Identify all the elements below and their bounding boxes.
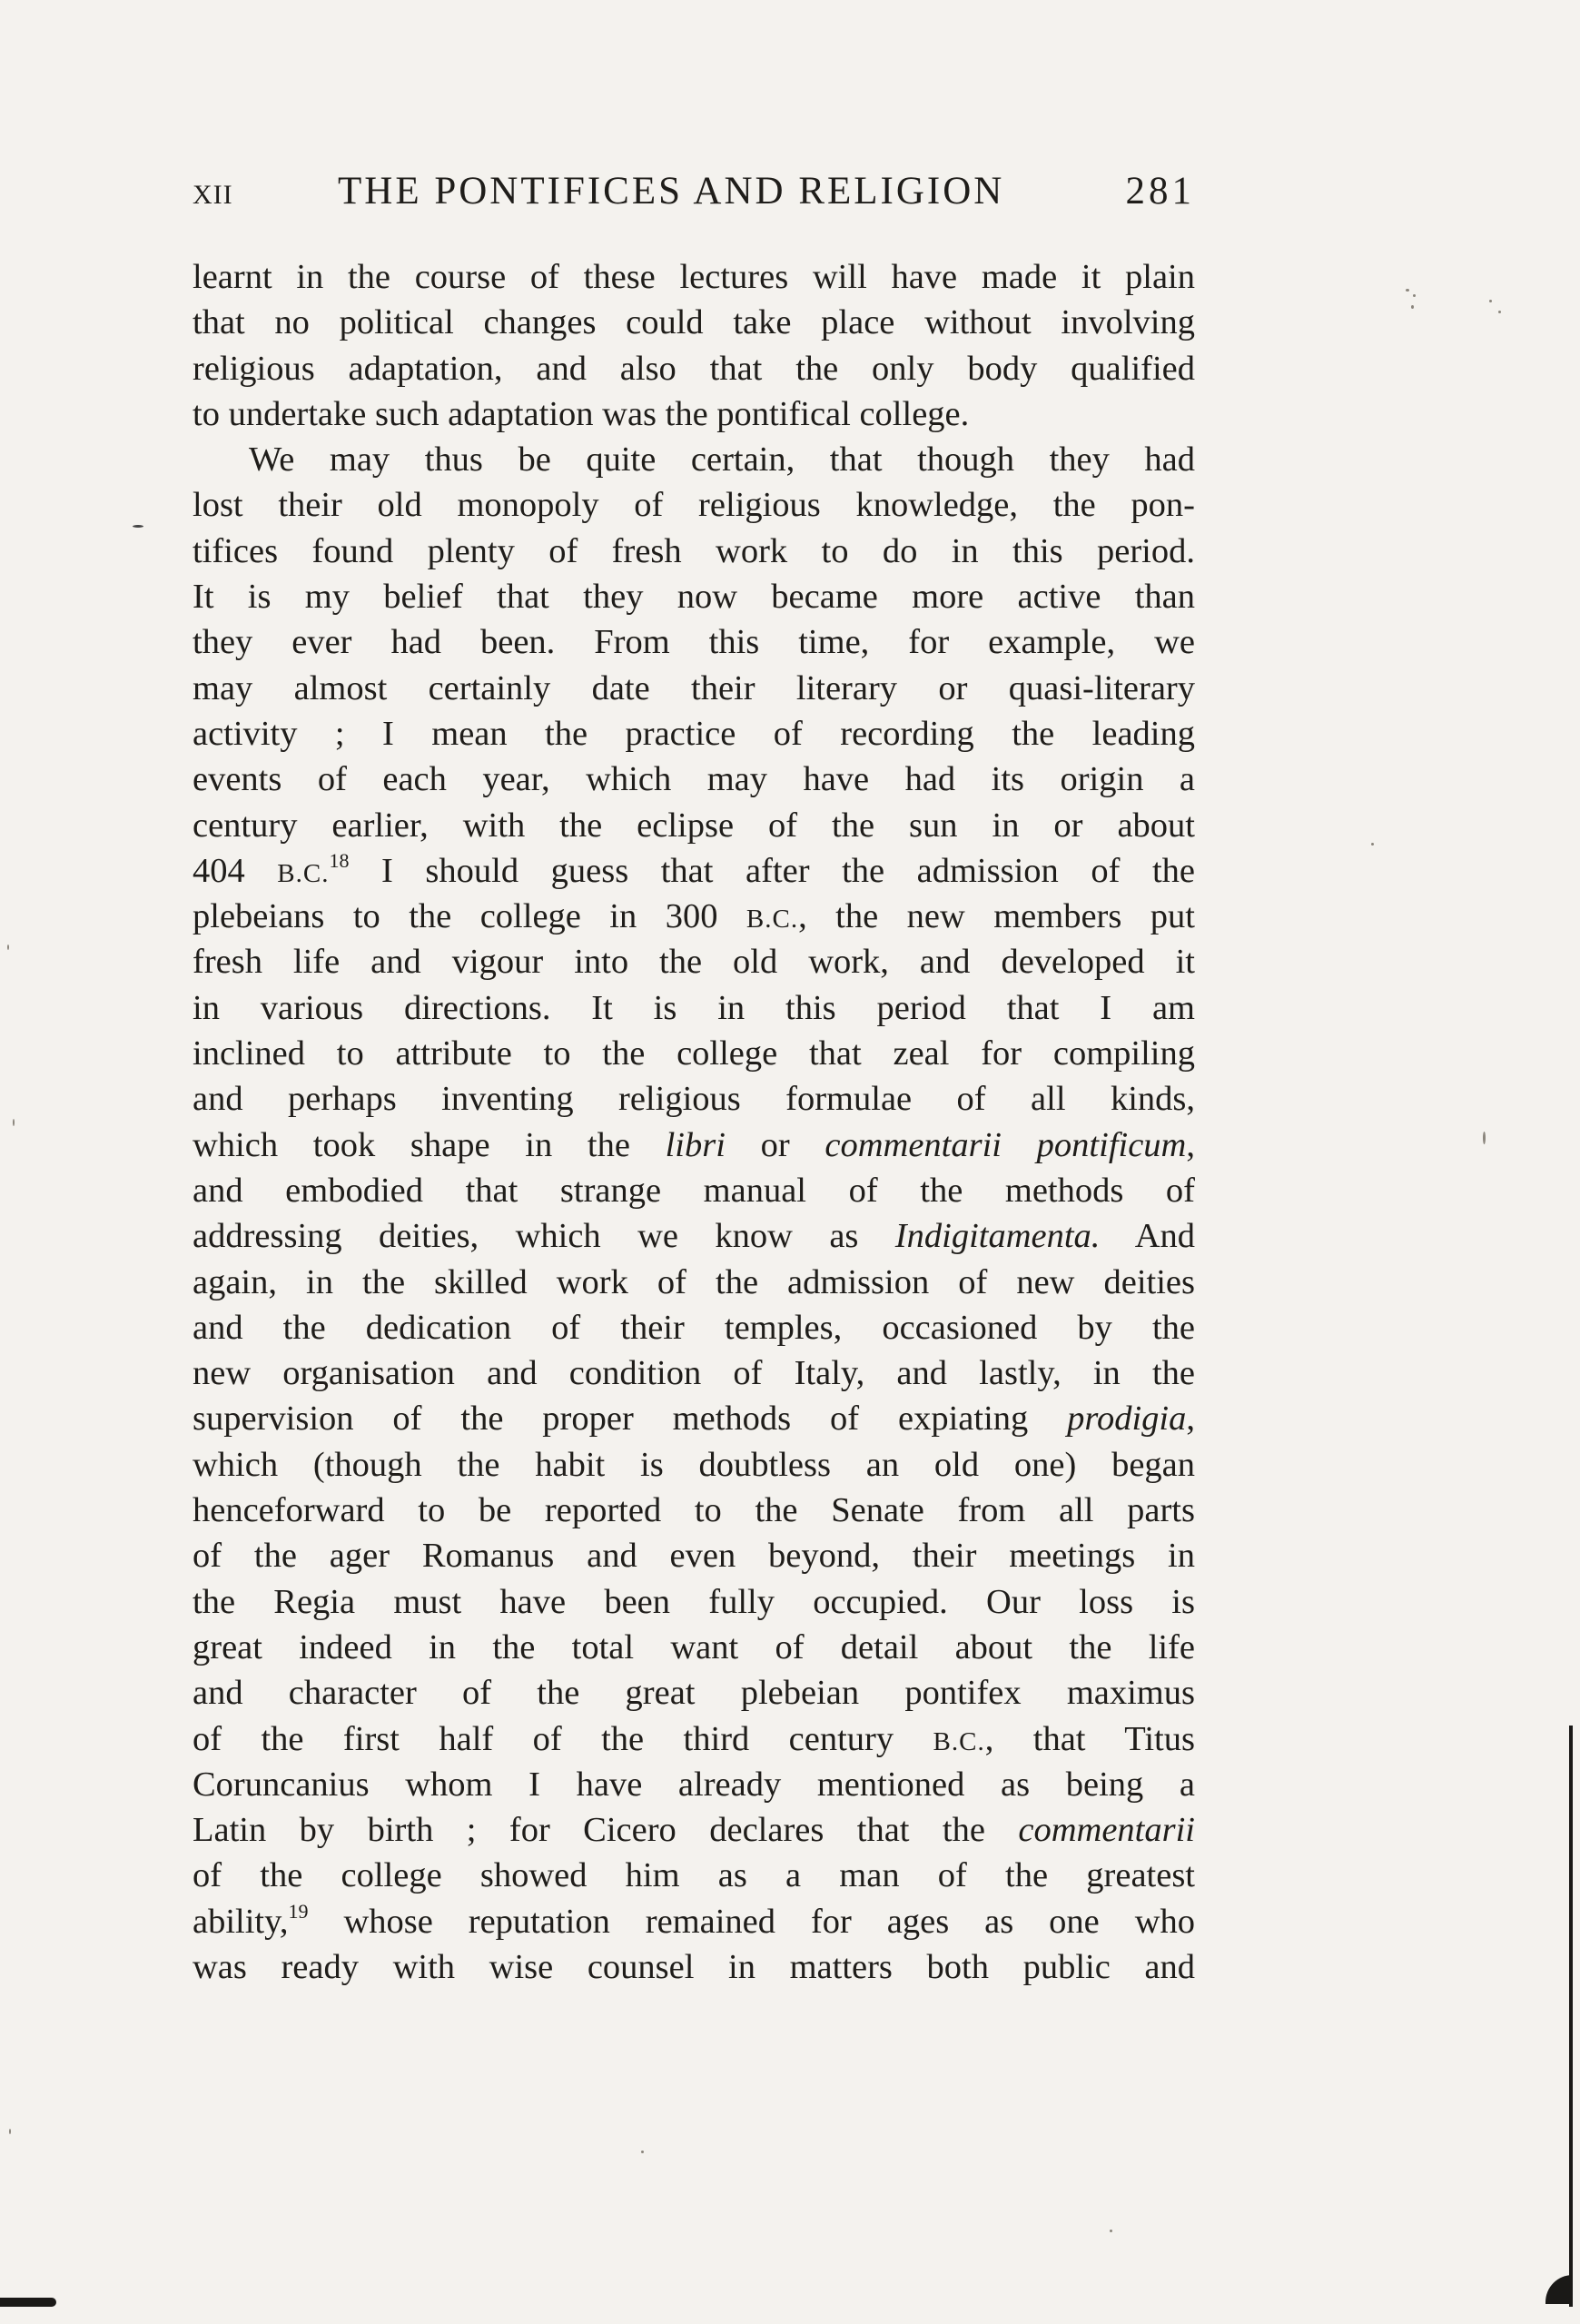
text-line: We may thus be quite certain, that though they had	[249, 440, 1195, 480]
body-text	[193, 254, 1195, 1990]
text-line: henceforward to be reported to the Senate from all parts	[193, 1491, 1195, 1530]
scan-speck	[133, 525, 143, 528]
page-number: 281	[1125, 170, 1195, 213]
small-caps-era: B.C.	[277, 858, 330, 888]
text-line: inclined to attribute to the college that zeal for compiling	[193, 1034, 1195, 1073]
page-edge-shadow	[0, 2298, 56, 2307]
scan-speck	[1489, 300, 1492, 302]
small-caps-era: B.C.	[933, 1726, 985, 1756]
text-line: and perhaps inventing religious formulae of all kinds,	[193, 1080, 1195, 1119]
text-line: in various directions. It is in this period that I am	[193, 988, 1195, 1027]
text-line: lost their old monopoly of religious knowledge, the pon-	[193, 486, 1195, 525]
text-line: activity ; I mean the practice of recording the leading	[193, 714, 1195, 753]
scan-speck	[1483, 1132, 1486, 1144]
scan-speck	[1413, 294, 1416, 297]
footnote-ref: 18	[329, 848, 350, 872]
text-line: and the dedication of their temples, occasioned by the	[193, 1308, 1195, 1347]
text-line: was ready with wise counsel in matters both public and	[193, 1947, 1195, 1986]
text-line: new organisation and condition of Italy, and lastly, in the	[193, 1354, 1195, 1393]
text-line: and character of the great plebeian pontifex maximus	[193, 1674, 1195, 1713]
running-head	[193, 169, 1195, 223]
text-line: of the first half of the third century B.C., that Titus	[193, 1719, 1195, 1758]
scan-speck	[1406, 289, 1409, 292]
text-line: they ever had been. From this time, for example, we	[193, 623, 1195, 662]
scan-speck	[9, 2129, 11, 2134]
running-title: THE PONTIFICES AND RELIGION	[338, 170, 1005, 213]
scan-speck	[13, 1119, 15, 1126]
text-line: which (though the habit is doubtless an old one) began	[193, 1445, 1195, 1484]
text-line: which took shape in the libri or commentarii pontificum,	[193, 1125, 1195, 1164]
italic-term: Indigitamenta.	[894, 1217, 1101, 1256]
page-edge-shadow	[1545, 2275, 1573, 2304]
text-line: religious adaptation, and also that the only body qualified	[193, 349, 1195, 388]
chapter-number: XII	[193, 180, 233, 210]
text-line: great indeed in the total want of detail about the life	[193, 1627, 1195, 1666]
text-line: supervision of the proper methods of expiating prodigia,	[193, 1399, 1195, 1439]
text-line: fresh life and vigour into the old work, and developed it	[193, 943, 1195, 982]
italic-term: commentarii	[1018, 1811, 1195, 1850]
scan-speck	[1411, 305, 1414, 309]
text-line: that no political changes could take place without involving	[193, 303, 1195, 342]
small-caps-era: B.C.	[746, 905, 799, 935]
text-line: of the ager Romanus and even beyond, their meetings in	[193, 1537, 1195, 1576]
text-line: Latin by birth ; for Cicero declares that the commentarii	[193, 1811, 1195, 1850]
text-line: ability,$^{19}$ whose reputation remained for ages as one who	[193, 1899, 1195, 1941]
text-line: events of each year, which may have had its origin a	[193, 760, 1195, 799]
text-line: and embodied that strange manual of the methods of	[193, 1171, 1195, 1210]
text-line: Coruncanius whom I have already mentioned as being a	[193, 1765, 1195, 1804]
text-line: plebeians to the college in 300 B.C., the new members put	[193, 897, 1195, 936]
italic-term: libri	[665, 1125, 726, 1164]
text-line: century earlier, with the eclipse of the sun in or about	[193, 806, 1195, 845]
text-line: of the college showed him as a man of the greatest	[193, 1856, 1195, 1895]
text-line: learnt in the course of these lectures will have made it plain	[193, 258, 1195, 296]
scan-speck	[1371, 843, 1374, 846]
scan-speck	[7, 944, 9, 950]
scan-speck	[641, 2151, 644, 2153]
text-line: to undertake such adaptation was the pontifical college.	[193, 394, 970, 433]
scan-speck	[1110, 2230, 1112, 2232]
text-line: the Regia must have been fully occupied. Our loss is	[193, 1582, 1195, 1621]
text-line: may almost certainly date their literary or quasi-literary	[193, 668, 1195, 707]
text-line: addressing deities, which we know as Indigitamenta. And	[193, 1217, 1196, 1256]
text-line: again, in the skilled work of the admission of new deities	[193, 1262, 1195, 1301]
text-line: 404 B.C.$^{18}$ I should guess that after the admission of the	[193, 848, 1195, 890]
page-edge-shadow	[1569, 1726, 1573, 2307]
text-line: It is my belief that they now became more active than	[193, 578, 1195, 617]
footnote-ref: 19	[288, 1899, 309, 1923]
text-line: tifices found plenty of fresh work to do in this period.	[193, 531, 1195, 570]
scan-speck	[1498, 311, 1501, 313]
italic-term: prodigia	[1067, 1399, 1187, 1439]
italic-term: commentarii pontificum	[825, 1125, 1187, 1164]
